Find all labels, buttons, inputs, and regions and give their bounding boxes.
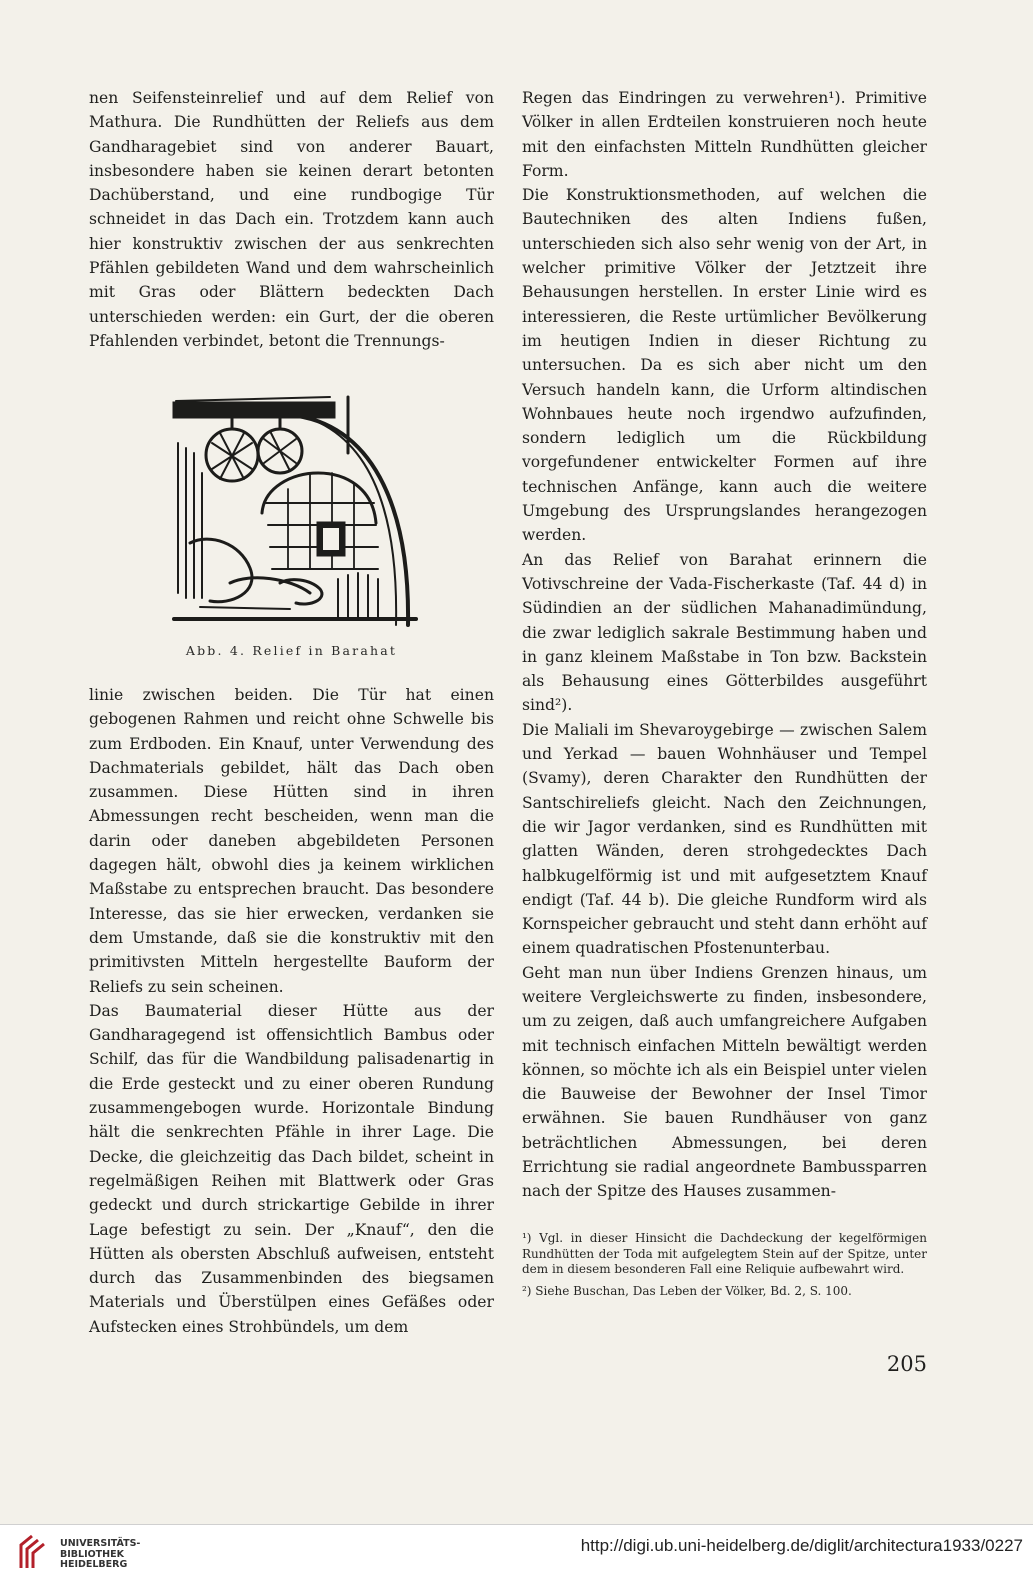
paragraph: Geht man nun über Indiens Grenzen hinaus, um weitere Vergleichswerte zu finden, insbesondere, um zu zeigen, daß auch umfangreichere Aufgaben mit technisch einfachen Mitteln bewältigt werden können, so möchte ich als ein Beispiel unter vielen die Bauweise der Bewohner der Insel Timor erwähnen. Sie bauen Rundhäuser von ganz beträchtlichen Abmessungen, bei deren Errichtung sie radial angeordnete Bambussparren nach der Spitze des Hauses zusammen- [522, 963, 927, 1201]
library-name[interactable] [60, 1539, 140, 1571]
paragraph: Die Konstruktionsmethoden, auf welchen die Bautechniken des alten Indiens fußen, unterschieden sich also sehr wenig von der Art, in welcher primitive Völker der Jetztzeit ihre Behausungen herstellen. In erster Linie wird es interessieren, die Reste urtümlicher Bevölkerung im heutigen Indien in dieser Richtung zu untersuchen. Da es sich aber nicht um den Versuch handeln kann, die Urform altindischen Wohnbaues heute noch irgendwo aufzufinden, sondern lediglich um die Rückbildung vorgefundener entwickelter Formen auf ihre technischen Anfänge, kann auch die weitere Umgebung des Ursprungslandes herangezogen werden. [522, 186, 927, 545]
page-number: 205 [886, 1352, 927, 1376]
source-url-link[interactable]: http://digi.ub.uni-heidelberg.de/diglit/architectura1933/0227 [580, 1536, 1023, 1555]
paragraph: Regen das Eindringen zu verwehren¹). Primitive Völker in allen Erdteilen konstruieren noch heute mit den einfachsten Mitteln Rundhütten gleicher Form. [522, 89, 927, 180]
left-column-bottom [89, 683, 494, 1339]
figure-caption: Abb. 4. Relief in Barahat [185, 643, 398, 658]
paragraph: An das Relief von Barahat erinnern die Votivschreine der Vada-Fischerkaste (Taf. 44 d) in Südindien an der südlichen Mahanadimündung, die zwar lediglich sakrale Bestimmung haben und in ganz kleinem Maßstabe in Ton bzw. Backstein als Behausung eines Götterbildes ausgeführt sind²). [522, 550, 927, 715]
left-column-top [89, 86, 494, 353]
library-name-line: UNIVERSITÄTS- [60, 1538, 141, 1549]
footnotes [522, 1231, 927, 1305]
paragraph: nen Seifensteinrelief und auf dem Relief von Mathura. Die Rundhütten der Reliefs aus dem Gandharagebiet sind von anderer Bauart, insbesondere haben sie keinen derart betonten Dachüberstand, und eine rundbogige Tür schneidet in das Dach ein. Trotzdem kann auch hier konstruktiv zwischen der aus senkrechten Pfählen gebildeten Wand und dem wahrscheinlich mit Gras oder Blättern bedeckten Dach unterschieden werden: ein Gurt, der die oberen Pfahlenden verbindet, betont die Trennungs- [89, 89, 494, 350]
library-footer [0, 1524, 1033, 1578]
library-name-line: BIBLIOTHEK [60, 1548, 124, 1560]
library-logo-icon[interactable] [18, 1533, 48, 1571]
footnote: ²) Siehe Buschan, Das Leben der Völker, Bd. 2, S. 100. [522, 1283, 852, 1298]
footnote: ¹) Vgl. in dieser Hinsicht die Dachdeckung der kegelförmigen Rundhütten der Toda mit aufgelegtem Stein auf der Spitze, unter dem in diesem besonderen Fall eine Reliquie aufbewahrt wird. [522, 1231, 927, 1276]
right-column [522, 86, 927, 1204]
paragraph: Die Maliali im Shevaroygebirge — zwischen Salem und Yerkad — bauen Wohnhäuser und Tempel (Svamy), deren Charakter den Rundhütten der Santschireliefs gleicht. Nach den Zeichnungen, die wir Jagor verdanken, sind es Rundhütten mit glatten Wänden, deren strohgedecktes Dach halbkugelförmig ist und mit aufgesetztem Knauf endigt (Taf. 44 b). Die gleiche Rundform wird als Kornspeicher gebraucht und steht dann erhöht auf einem quadratischen Pfostenunterbau. [522, 720, 927, 958]
relief-hut-illustration [170, 393, 420, 629]
paragraph: Das Baumaterial dieser Hütte aus der Gandharagegend ist offensichtlich Bambus oder Schilf, das für die Wandbildung palisadenartig in die Erde gesteckt und zu einer oberen Rundung zusammengebogen wurde. Horizontale Bindung hält die senkrechten Pfähle in ihrer Lage. Die Decke, die gleichzeitig das Dach bildet, scheint in regelmäßigen Reihen mit Blattwerk oder Gras gedeckt und durch strickartige Gebilde in ihrer Lage befestigt zu sein. Der „Knauf“, den die Hütten als obersten Abschluß aufweisen, entsteht durch das Zusammenbinden des biegsamen Materials und Überstülpen eines Gefäßes oder Aufstecken eines Strohbündels, um dem [89, 1001, 494, 1336]
library-name-line: HEIDELBERG [60, 1559, 128, 1570]
paragraph: linie zwischen beiden. Die Tür hat einen gebogenen Rahmen und reicht ohne Schwelle bis zum Erdboden. Ein Knauf, unter Verwendung des Dachmaterials gebildet, hält das Dach oben zusammen. Diese Hütten sind in ihren Abmessungen recht bescheiden, wenn man die darin oder daneben abgebildeten Personen dagegen hält, obwohl dies ja keinem wirklichen Maßstabe zu entsprechen braucht. Das besondere Interesse, das sie hier erwecken, verdanken sie dem Umstande, daß sie die konstruktiv mit den primitivsten Mitteln hergestellte Bauform der Reliefs zu sein scheinen. [89, 686, 494, 996]
